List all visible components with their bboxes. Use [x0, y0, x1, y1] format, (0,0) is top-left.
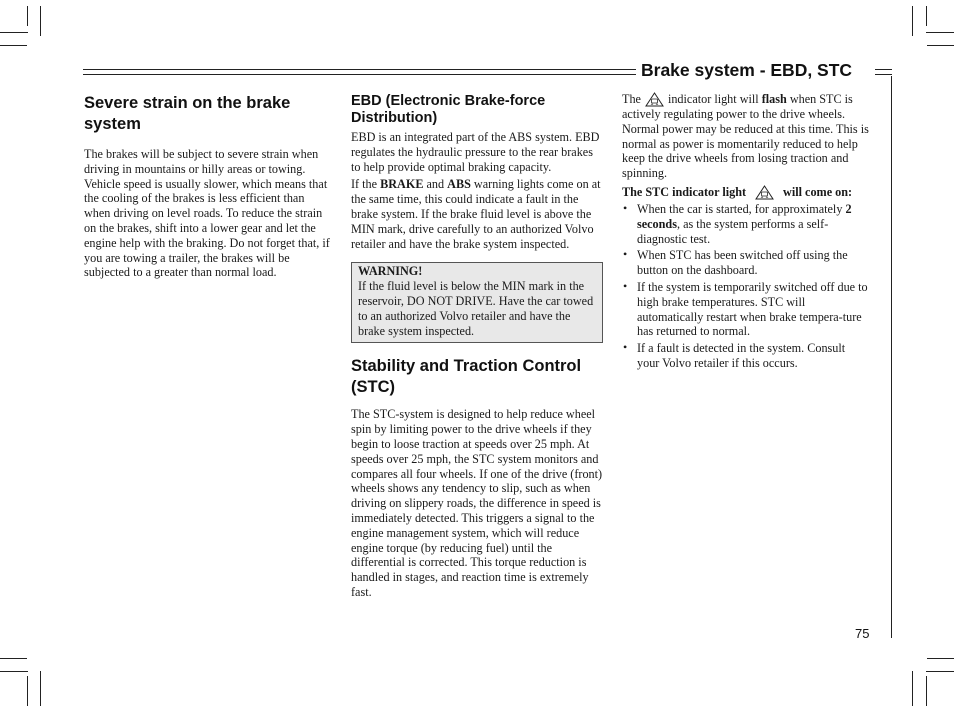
- crop-mark: [40, 671, 41, 706]
- brake-light-label: BRAKE: [380, 177, 424, 192]
- crop-mark: [40, 6, 41, 36]
- crop-mark: [927, 658, 954, 659]
- list-item: • If a fault is detected in the system. Consult your Volvo retailer if this occurs.: [622, 341, 870, 371]
- list-item: • If the system is temporarily switched off due to high brake temperatures. STC will automatically restart when brake tempera-ture has returned to normal.: [622, 280, 870, 339]
- warning-text: If the fluid level is below the MIN mark in the reservoir, DO NOT DRIVE. Have the car towed to an authorized Volvo retailer and have the brake system inspected.: [358, 279, 594, 338]
- crop-mark: [926, 6, 927, 26]
- crop-mark: [926, 671, 954, 672]
- crop-mark: [926, 32, 954, 33]
- list-item: • When STC has been switched off using the button on the dashboard.: [622, 248, 870, 278]
- page-number: 75: [855, 626, 870, 641]
- abs-light-label: ABS: [447, 177, 471, 192]
- section-heading-ebd: EBD (Electronic Brake-force Distribution): [351, 93, 546, 126]
- header-rule: [83, 69, 636, 75]
- crop-mark: [0, 32, 28, 33]
- column-3: [622, 92, 870, 373]
- margin-rule: [891, 76, 892, 638]
- stc-body: The STC-system is designed to help reduce wheel spin by limiting power to the drive wheels if they begin to loose traction at speeds over 25 mph. At speeds over 25 mph, the STC system monitors and compares all four wheels. If one of the drive (front) wheels shows any tendency to slip, such as when driving on slippery roads, the difference in speed is immediately detected. This triggers a signal to the engine management system, which will reduce engine torque (by reducing fuel) until the differential is corrected. This torque reduction is handled in stages, and reaction time is extremely fast.: [351, 407, 603, 599]
- stc-comes-on-lead: The STC indicator light will come on:: [622, 184, 853, 199]
- column-2: [351, 93, 603, 600]
- crop-mark: [912, 671, 913, 706]
- ebd-paragraph-1: EBD is an integrated part of the ABS system. EBD regulates the hydraulic pressure to the rear brakes to help provide optimal braking capacity.: [351, 130, 600, 174]
- crop-mark: [27, 676, 28, 706]
- ebd-paragraph-2: If the BRAKE and ABS warning lights come on at the same time, this could indicate a fault in the brake system. If the brake fluid level is above the MIN mark, drive carefully to an authorized Volvo retailer and have the brake system inspected.: [351, 177, 601, 251]
- stc-intro: The indicator light will flash when STC is actively regulating power to the drive wheels. Normal power may be reduced at this time. This is normal as power is momentarily reduced to help keep the drive wheels from losing traction and spinning.: [622, 92, 869, 181]
- crop-mark: [912, 6, 913, 36]
- crop-mark: [0, 45, 27, 46]
- crop-mark: [926, 676, 927, 706]
- column-1: [84, 93, 336, 280]
- warning-title: WARNING!: [358, 264, 423, 279]
- stc-conditions-list: [622, 202, 870, 371]
- list-item: • When the car is started, for approximately 2 seconds, as the system performs a self-diagnostic test.: [622, 202, 870, 246]
- header-rule-right: [875, 69, 892, 75]
- section-heading-severe-strain: Severe strain on the brake system: [84, 94, 291, 133]
- stc-skid-car-icon: [645, 92, 664, 107]
- stc-skid-car-icon: [755, 185, 774, 200]
- crop-mark: [927, 45, 954, 46]
- warning-box: [351, 262, 603, 343]
- severe-strain-body: The brakes will be subject to severe strain when driving in mountains or hilly areas or towing. Vehicle speed is usually slower, which means that the cooling of the brakes is less efficient than when driving on level roads. To reduce the strain on the brakes, shift into a lower gear and let the engine help with the braking. Do not forget that, if you are towing a trailer, the brakes will be subjected to a greater than normal load.: [84, 147, 330, 280]
- crop-mark: [27, 6, 28, 26]
- crop-mark: [0, 658, 27, 659]
- section-heading-stc: Stability and Traction Control (STC): [351, 357, 582, 397]
- crop-mark: [0, 671, 28, 672]
- page-title: Brake system - EBD, STC: [641, 60, 853, 80]
